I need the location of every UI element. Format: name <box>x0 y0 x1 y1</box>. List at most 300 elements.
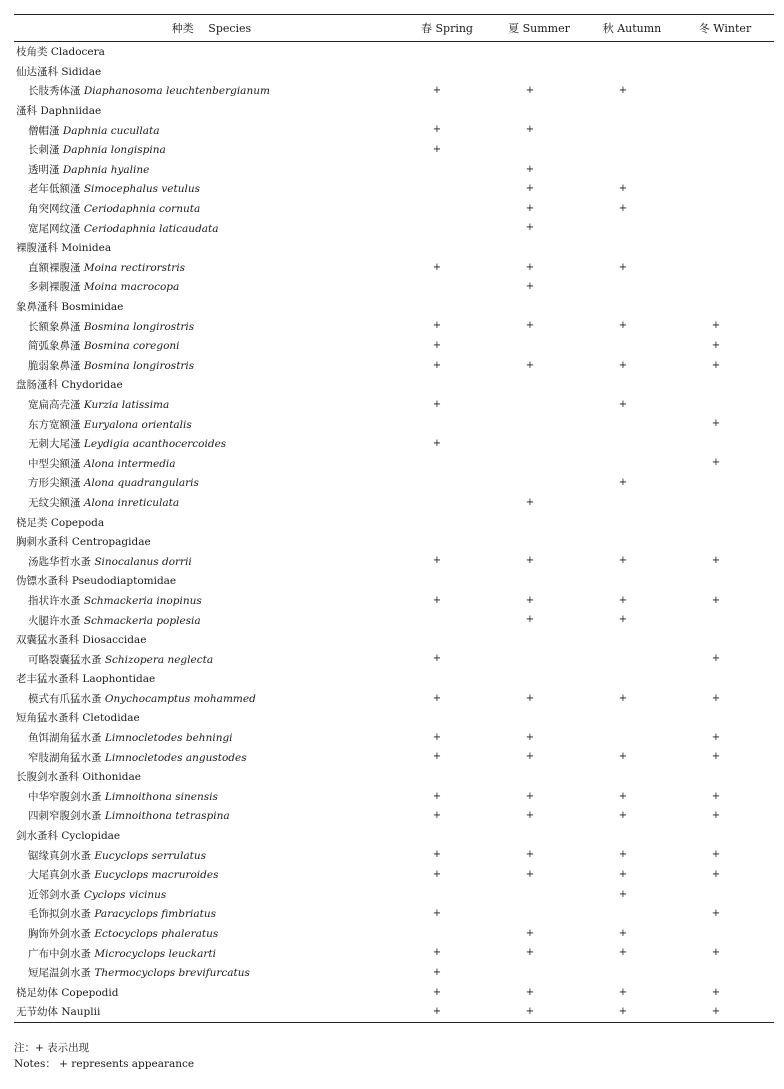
chinese-name: 可略裂囊猛水蚤 <box>28 653 102 666</box>
taxon-name <box>14 671 155 686</box>
presence-mark: + <box>618 359 628 371</box>
chinese-name: 方形尖额溞 <box>28 477 81 490</box>
presence-mark: + <box>525 163 535 175</box>
species-row <box>14 414 774 434</box>
taxon-name <box>14 828 120 843</box>
latin-name: Daphnia longispina <box>62 144 166 157</box>
taxon-name <box>14 142 166 157</box>
species-row <box>14 649 774 669</box>
chinese-name: 短角猛水蚤科 <box>16 712 79 725</box>
latin-name: Eucyclops serrulatus <box>94 849 206 862</box>
latin-name: Onychocamptus mohammed <box>104 692 256 705</box>
presence-mark: + <box>525 555 535 567</box>
latin-name: Daphnia hyaline <box>62 163 150 176</box>
latin-name: Daphniidae <box>40 105 102 118</box>
presence-mark: + <box>618 261 628 273</box>
latin-name: Eucyclops macruroides <box>94 869 219 882</box>
presence-mark: + <box>711 457 721 469</box>
taxon-name <box>14 593 202 608</box>
species-row <box>14 904 774 924</box>
presence-mark: + <box>432 849 442 861</box>
species-row <box>14 865 774 885</box>
presence-mark: + <box>618 1006 628 1018</box>
presence-mark: + <box>432 751 442 763</box>
species-row <box>14 199 774 219</box>
presence-mark: + <box>432 731 442 743</box>
presence-mark: + <box>525 594 535 606</box>
taxon-name <box>14 926 218 941</box>
taxon-group-row <box>14 708 774 728</box>
presence-mark: + <box>711 555 721 567</box>
presence-mark: + <box>432 1006 442 1018</box>
latin-name: Bosmina coregoni <box>83 340 180 353</box>
taxon-name <box>14 573 176 588</box>
latin-name: Limnocletodes behningi <box>104 732 233 745</box>
table-bottom-rule <box>14 1022 774 1023</box>
latin-name: Copepoda <box>50 516 105 529</box>
species-table <box>14 14 774 1023</box>
taxon-name <box>14 377 123 392</box>
presence-mark: + <box>618 183 628 195</box>
notes-cn: 注：+ 表示出现 <box>14 1042 90 1054</box>
presence-mark: + <box>618 947 628 959</box>
taxon-name <box>14 906 216 921</box>
presence-mark: + <box>432 143 442 155</box>
taxon-name <box>14 534 151 549</box>
species-row <box>14 316 774 336</box>
presence-mark: + <box>618 85 628 97</box>
taxon-name <box>14 769 141 784</box>
presence-mark: + <box>525 320 535 332</box>
presence-mark: + <box>525 790 535 802</box>
taxon-group-row <box>14 1002 774 1022</box>
presence-mark: + <box>618 790 628 802</box>
latin-name: Simocephalus vetulus <box>83 183 200 196</box>
chinese-name: 老丰猛水蚤科 <box>16 673 79 686</box>
presence-mark: + <box>432 124 442 136</box>
presence-mark: + <box>525 261 535 273</box>
taxon-group-row <box>14 297 774 317</box>
chinese-name: 象鼻溞科 <box>16 301 58 314</box>
chinese-name: 火腿许水蚤 <box>28 614 81 627</box>
presence-mark: + <box>432 261 442 273</box>
chinese-name: 裸腹溞科 <box>16 242 58 255</box>
latin-name: Daphnia cucullata <box>62 124 160 137</box>
taxon-name <box>14 1004 100 1019</box>
presence-mark: + <box>711 320 721 332</box>
chinese-name: 中华窄腹剑水蚤 <box>28 790 102 803</box>
presence-mark: + <box>711 731 721 743</box>
taxon-name <box>14 123 159 138</box>
chinese-name: 多刺裸腹溞 <box>28 281 81 294</box>
taxon-name <box>14 417 192 432</box>
latin-name: Chydoridae <box>61 379 123 392</box>
presence-mark: + <box>525 849 535 861</box>
latin-name: Alona quadrangularis <box>83 477 199 490</box>
chinese-name: 大尾真剑水蚤 <box>28 869 91 882</box>
species-row <box>14 356 774 376</box>
taxon-name <box>14 867 219 882</box>
taxon-name <box>14 887 166 902</box>
taxon-name <box>14 83 270 98</box>
species-row <box>14 787 774 807</box>
latin-name: Nauplii <box>61 1006 101 1019</box>
taxon-name <box>14 240 111 255</box>
latin-name: Moinidea <box>61 242 112 255</box>
notes-en: Notes： + represents appearance <box>14 1058 195 1070</box>
presence-mark: + <box>711 986 721 998</box>
chinese-name: 简弧象鼻溞 <box>28 340 81 353</box>
presence-mark: + <box>525 124 535 136</box>
presence-mark: + <box>432 986 442 998</box>
latin-name: Moina macrocopa <box>83 281 180 294</box>
presence-mark: + <box>432 810 442 822</box>
chinese-name: 近邻剑水蚤 <box>28 888 81 901</box>
presence-mark: + <box>618 888 628 900</box>
presence-mark: + <box>711 790 721 802</box>
chinese-name: 毛饰拟剑水蚤 <box>28 908 91 921</box>
taxon-group-row <box>14 983 774 1003</box>
presence-mark: + <box>432 85 442 97</box>
chinese-name: 无刺大尾溞 <box>28 438 81 451</box>
taxon-group-row <box>14 62 774 82</box>
presence-mark: + <box>618 594 628 606</box>
presence-mark: + <box>432 908 442 920</box>
species-row <box>14 140 774 160</box>
latin-name: Diosaccidae <box>82 634 147 647</box>
chinese-name: 长刺溞 <box>28 144 60 157</box>
species-row <box>14 179 774 199</box>
presence-mark: + <box>432 790 442 802</box>
taxon-name <box>14 358 194 373</box>
species-row <box>14 493 774 513</box>
chinese-name: 指状许水蚤 <box>28 594 81 607</box>
chinese-name: 四刺窄腹剑水蚤 <box>28 810 102 823</box>
taxon-name <box>14 515 104 530</box>
presence-mark: + <box>525 810 535 822</box>
species-row <box>14 81 774 101</box>
table-body <box>14 42 774 1022</box>
presence-mark: + <box>432 653 442 665</box>
taxon-name <box>14 64 101 79</box>
species-row <box>14 473 774 493</box>
taxon-name <box>14 808 230 823</box>
presence-mark: + <box>525 986 535 998</box>
latin-name: Sinocalanus dorrii <box>94 555 192 568</box>
species-row <box>14 160 774 180</box>
presence-mark: + <box>711 418 721 430</box>
chinese-name: 鱼饵湖角猛水蚤 <box>28 732 102 745</box>
species-row <box>14 845 774 865</box>
presence-mark: + <box>432 320 442 332</box>
presence-mark: + <box>525 614 535 626</box>
latin-name: Thermocyclops brevifurcatus <box>94 967 250 980</box>
species-row <box>14 336 774 356</box>
presence-mark: + <box>525 751 535 763</box>
taxon-name <box>14 201 200 216</box>
latin-name: Paracyclops fimbriatus <box>94 908 216 921</box>
latin-name: Cyclops vicinus <box>83 888 167 901</box>
latin-name: Ceriodaphnia laticaudata <box>83 222 219 235</box>
latin-name: Schmackeria inopinus <box>83 594 202 607</box>
presence-mark: + <box>525 1006 535 1018</box>
taxon-group-row <box>14 238 774 258</box>
taxon-name <box>14 554 192 569</box>
chinese-name: 模式有爪猛水蚤 <box>28 692 102 705</box>
chinese-name: 桡足类 <box>16 516 48 529</box>
presence-mark: + <box>711 947 721 959</box>
latin-name: Bosminidae <box>61 301 124 314</box>
taxon-name <box>14 44 105 59</box>
taxon-name <box>14 456 176 471</box>
chinese-name: 汤匙华哲水蚤 <box>28 555 91 568</box>
presence-mark: + <box>525 927 535 939</box>
presence-mark: + <box>618 320 628 332</box>
latin-name: Pseudodiaptomidae <box>71 575 177 588</box>
latin-name: Limnoithona sinensis <box>104 790 218 803</box>
presence-mark: + <box>432 966 442 978</box>
taxon-name <box>14 750 247 765</box>
chinese-name: 老年低额溞 <box>28 183 81 196</box>
latin-name: Alona inreticulata <box>83 496 180 509</box>
latin-name: Euryalona orientalis <box>83 418 192 431</box>
header-summer: 夏 Summer <box>508 22 570 35</box>
species-row <box>14 963 774 983</box>
chinese-name: 长腹剑水蚤科 <box>16 771 79 784</box>
species-row <box>14 943 774 963</box>
latin-name: Schmackeria poplesia <box>83 614 201 627</box>
header-autumn: 秋 Autumn <box>602 22 662 35</box>
species-row <box>14 120 774 140</box>
chinese-name: 桡足幼体 <box>16 986 58 999</box>
table-header <box>14 15 774 41</box>
chinese-name: 溞科 <box>16 105 37 118</box>
presence-mark: + <box>432 555 442 567</box>
presence-mark: + <box>618 927 628 939</box>
presence-mark: + <box>618 810 628 822</box>
species-row <box>14 689 774 709</box>
presence-mark: + <box>618 477 628 489</box>
chinese-name: 东方宽额溞 <box>28 418 81 431</box>
species-row <box>14 806 774 826</box>
taxon-name <box>14 279 179 294</box>
presence-mark: + <box>525 947 535 959</box>
chinese-name: 角突网纹溞 <box>28 203 81 216</box>
presence-mark: + <box>711 868 721 880</box>
latin-name: Centropagidae <box>71 536 151 549</box>
taxon-name <box>14 475 199 490</box>
chinese-name: 宽扁高壳溞 <box>28 398 81 411</box>
latin-name: Ceriodaphnia cornuta <box>83 203 201 216</box>
chinese-name: 窄肢湖角猛水蚤 <box>28 751 102 764</box>
latin-name: Limnoithona tetraspina <box>104 810 230 823</box>
presence-mark: + <box>711 594 721 606</box>
presence-mark: + <box>525 359 535 371</box>
presence-mark: + <box>618 849 628 861</box>
presence-mark: + <box>618 692 628 704</box>
taxon-group-row <box>14 42 774 62</box>
latin-name: Cladocera <box>50 46 105 59</box>
chinese-name: 透明溞 <box>28 163 60 176</box>
presence-mark: + <box>711 908 721 920</box>
taxon-name <box>14 965 250 980</box>
species-row <box>14 453 774 473</box>
latin-name: Bosmina longirostris <box>83 320 195 333</box>
presence-mark: + <box>711 810 721 822</box>
presence-mark: + <box>432 692 442 704</box>
taxon-name <box>14 789 218 804</box>
presence-mark: + <box>711 692 721 704</box>
chinese-name: 宽尾网纹溞 <box>28 222 81 235</box>
chinese-name: 仙达溞科 <box>16 65 58 78</box>
taxon-group-row <box>14 826 774 846</box>
chinese-name: 长额象鼻溞 <box>28 320 81 333</box>
chinese-name: 剑水蚤科 <box>16 830 58 843</box>
species-row <box>14 395 774 415</box>
presence-mark: + <box>711 359 721 371</box>
presence-mark: + <box>711 1006 721 1018</box>
taxon-group-row <box>14 532 774 552</box>
latin-name: Alona intermedia <box>83 457 176 470</box>
latin-name: Ectocyclops phaleratus <box>94 928 219 941</box>
presence-mark: + <box>525 85 535 97</box>
taxon-name <box>14 319 194 334</box>
taxon-group-row <box>14 512 774 532</box>
species-row <box>14 591 774 611</box>
taxon-name <box>14 260 185 275</box>
chinese-name: 胸刺水蚤科 <box>16 536 69 549</box>
taxon-group-row <box>14 630 774 650</box>
latin-name: Laophontidae <box>82 673 156 686</box>
species-row <box>14 924 774 944</box>
taxon-name <box>14 946 216 961</box>
chinese-name: 枝角类 <box>16 46 48 59</box>
taxon-name <box>14 103 101 118</box>
presence-mark: + <box>711 751 721 763</box>
presence-mark: + <box>432 339 442 351</box>
presence-mark: + <box>432 947 442 959</box>
presence-mark: + <box>525 202 535 214</box>
taxon-name <box>14 338 180 353</box>
taxon-name <box>14 632 146 647</box>
latin-name: Leydigia acanthocercoides <box>83 438 227 451</box>
chinese-name: 胸饰外剑水蚤 <box>28 928 91 941</box>
presence-mark: + <box>525 496 535 508</box>
latin-name: Oithonidae <box>82 771 141 784</box>
latin-name: Cyclopidae <box>61 830 121 843</box>
presence-mark: + <box>618 614 628 626</box>
taxon-name <box>14 652 213 667</box>
chinese-name: 无节幼体 <box>16 1006 58 1019</box>
species-row <box>14 551 774 571</box>
presence-mark: + <box>525 183 535 195</box>
presence-mark: + <box>525 692 535 704</box>
species-row <box>14 610 774 630</box>
header-spring: 春 Spring <box>421 22 473 35</box>
taxon-group-row <box>14 101 774 121</box>
latin-name: Diaphanosoma leuchtenbergianum <box>83 85 270 98</box>
species-row <box>14 218 774 238</box>
taxon-name <box>14 985 118 1000</box>
latin-name: Bosmina longirostris <box>83 359 195 372</box>
header-species: 种类 Species <box>171 22 252 35</box>
taxon-name <box>14 730 233 745</box>
chinese-name: 无纹尖额溞 <box>28 496 81 509</box>
taxon-name <box>14 613 201 628</box>
presence-mark: + <box>618 555 628 567</box>
presence-mark: + <box>525 731 535 743</box>
presence-mark: + <box>711 339 721 351</box>
species-row <box>14 885 774 905</box>
chinese-name: 锯缘真剑水蚤 <box>28 849 91 862</box>
taxon-name <box>14 436 226 451</box>
latin-name: Cletodidae <box>82 712 140 725</box>
presence-mark: + <box>432 437 442 449</box>
presence-mark: + <box>711 849 721 861</box>
taxon-group-row <box>14 375 774 395</box>
presence-mark: + <box>525 281 535 293</box>
table-notes <box>14 1040 194 1072</box>
chinese-name: 双囊猛水蚤科 <box>16 634 79 647</box>
taxon-name <box>14 181 200 196</box>
chinese-name: 僧帽溞 <box>28 124 60 137</box>
taxon-name <box>14 710 140 725</box>
presence-mark: + <box>525 222 535 234</box>
taxon-group-row <box>14 669 774 689</box>
chinese-name: 盘肠溞科 <box>16 379 58 392</box>
taxon-name <box>14 162 149 177</box>
latin-name: Copepodid <box>61 986 119 999</box>
chinese-name: 脆弱象鼻溞 <box>28 359 81 372</box>
latin-name: Limnocletodes angustodes <box>104 751 247 764</box>
presence-mark: + <box>618 398 628 410</box>
latin-name: Kurzia latissima <box>83 398 170 411</box>
taxon-name <box>14 221 219 236</box>
header-winter: 冬 Winter <box>698 22 752 35</box>
presence-mark: + <box>432 868 442 880</box>
taxon-name <box>14 299 123 314</box>
latin-name: Schizopera neglecta <box>104 653 214 666</box>
chinese-name: 长肢秀体溞 <box>28 85 81 98</box>
chinese-name: 直额裸腹溞 <box>28 261 81 274</box>
latin-name: Microcyclops leuckarti <box>94 947 216 960</box>
presence-mark: + <box>432 594 442 606</box>
latin-name: Moina rectirorstris <box>83 261 186 274</box>
presence-mark: + <box>525 868 535 880</box>
species-row <box>14 747 774 767</box>
taxon-name <box>14 691 256 706</box>
species-row <box>14 728 774 748</box>
chinese-name: 广布中剑水蚤 <box>28 947 91 960</box>
latin-name: Sididae <box>61 65 102 78</box>
presence-mark: + <box>618 986 628 998</box>
taxon-group-row <box>14 767 774 787</box>
species-row <box>14 277 774 297</box>
taxon-name <box>14 848 206 863</box>
presence-mark: + <box>618 868 628 880</box>
taxon-name <box>14 397 169 412</box>
species-row <box>14 258 774 278</box>
chinese-name: 短尾温剑水蚤 <box>28 967 91 980</box>
chinese-name: 中型尖额溞 <box>28 457 81 470</box>
chinese-name: 伪镖水蚤科 <box>16 575 69 588</box>
presence-mark: + <box>432 359 442 371</box>
taxon-name <box>14 495 179 510</box>
presence-mark: + <box>711 653 721 665</box>
presence-mark: + <box>432 398 442 410</box>
presence-mark: + <box>618 751 628 763</box>
presence-mark: + <box>618 202 628 214</box>
